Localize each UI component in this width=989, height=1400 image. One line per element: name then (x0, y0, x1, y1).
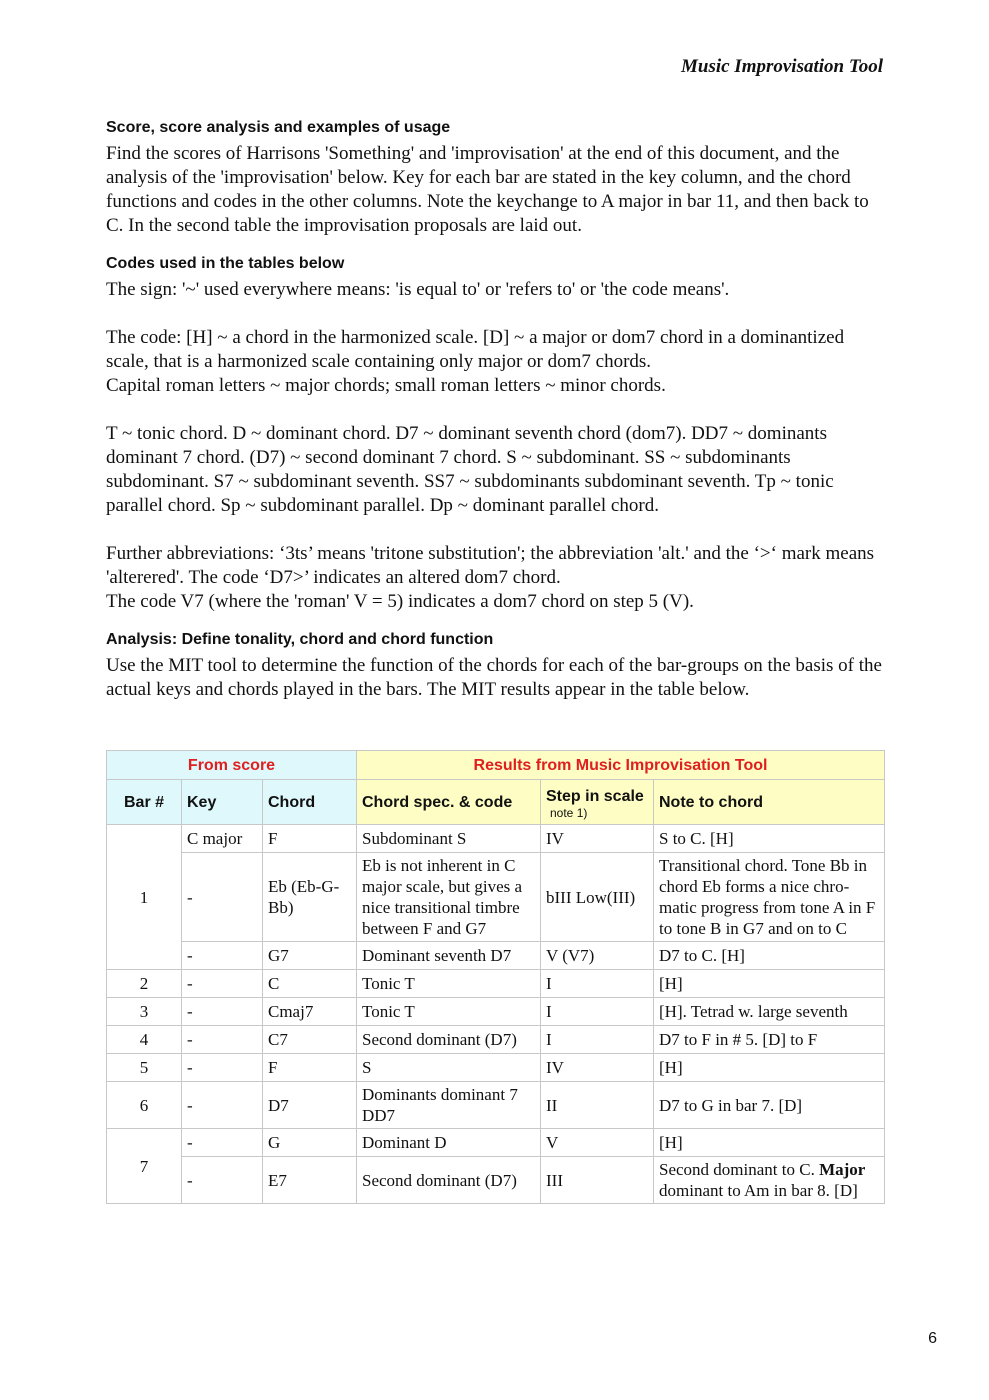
cell-spec: S (357, 1054, 541, 1082)
col-spec: Chord spec. & code (357, 780, 541, 825)
table-row (107, 1082, 885, 1129)
cell-step: I (541, 998, 654, 1026)
cell-bar: 6 (107, 1082, 182, 1129)
cell-key: C major (182, 825, 263, 853)
cell-key: - (182, 1054, 263, 1082)
codes-paragraph-functions: T ~ tonic chord. D ~ dominant chord. D7 ~ dominant seventh chord (dom7). DD7 ~ dominants dominant 7 chord. (D7) ~ second dominant 7 chord. S ~ subdominant. SS ~ subdominants subdominant. S7 ~ subdominant seventh. SS7 ~ subdominants subdominant seventh. Tp ~ tonic parallel chord. Sp ~ subdominant parallel. Dp ~ dominant parallel chord. (106, 423, 834, 516)
cell-chord: Eb (Eb-G-Bb) (263, 853, 357, 942)
cell-chord: G7 (263, 942, 357, 970)
group-from-score: From score (107, 751, 357, 780)
cell-key: - (182, 1157, 263, 1204)
table-row (107, 1157, 885, 1204)
cell-key: - (182, 1026, 263, 1054)
cell-chord: C7 (263, 1026, 357, 1054)
table-row (107, 825, 885, 853)
cell-spec: Dominant D (357, 1129, 541, 1157)
col-step (541, 780, 654, 825)
col-step-label: Step in scale (546, 787, 644, 805)
page-number: 6 (928, 1330, 937, 1347)
codes-paragraph-abbrev: Further abbreviations: ‘3ts’ means 'tritone substitution'; the abbreviation 'alt.' and the ‘>‘ mark means 'alterered'. The code ‘D7>’ indicates an altered dom7 chord. (106, 543, 875, 588)
table-row (107, 1026, 885, 1054)
note-text-a: Second dominant to C. (659, 1160, 820, 1179)
cell-step: V (V7) (541, 942, 654, 970)
section-heading-score: Score, score analysis and examples of usage (106, 119, 451, 136)
table-group-header (107, 751, 885, 780)
cell-chord: D7 (263, 1082, 357, 1129)
cell-bar: 2 (107, 970, 182, 998)
group-results: Results from Music Improvisation Tool (357, 751, 885, 780)
cell-note: Transitional chord. Tone Bb in chord Eb forms a nice chromatic progress from tone A in F to tone B in G7 and on to C (654, 853, 885, 942)
codes-paragraph-roman: Capital roman letters ~ major chords; small roman letters ~ minor chords. (106, 375, 666, 396)
cell-step: IV (541, 1054, 654, 1082)
cell-note (654, 1157, 885, 1204)
cell-note: D7 to G in bar 7. [D] (654, 1082, 885, 1129)
cell-spec: Dominant seventh D7 (357, 942, 541, 970)
cell-step: I (541, 970, 654, 998)
section-heading-codes: Codes used in the tables below (106, 255, 345, 272)
cell-key: - (182, 998, 263, 1026)
cell-spec: Second dominant (D7) (357, 1157, 541, 1204)
document-body (106, 119, 886, 1204)
codes-paragraph-h-d: The code: [H] ~ a chord in the harmonized scale. [D] ~ a major or dom7 chord in a dominantized scale, that is a harmonized scale containing only major or dom7 chords. (106, 327, 845, 372)
cell-key: - (182, 1082, 263, 1129)
cell-key: - (182, 1129, 263, 1157)
cell-key: - (182, 853, 263, 942)
cell-step: V (541, 1129, 654, 1157)
cell-step: bIII Low(III) (541, 853, 654, 942)
cell-chord: E7 (263, 1157, 357, 1204)
cell-chord: Cmaj7 (263, 998, 357, 1026)
codes-paragraph-v7: The code V7 (where the 'roman' V = 5) indicates a dom7 chord on step 5 (V). (106, 591, 694, 612)
table-row (107, 998, 885, 1026)
cell-chord: G (263, 1129, 357, 1157)
note-text-bold: Major (819, 1160, 866, 1179)
table-row (107, 853, 885, 942)
col-step-note: note 1) (550, 805, 588, 820)
page-header: Music Improvisation Tool (680, 56, 883, 77)
cell-step: II (541, 1082, 654, 1129)
analysis-paragraph: Use the MIT tool to determine the function of the chords for each of the bar-groups on the basis of the actual keys and chords played in the bars. The MIT results appear in the table below. (106, 655, 882, 700)
cell-bar: 7 (107, 1129, 182, 1204)
cell-chord: C (263, 970, 357, 998)
cell-note: D7 to C. [H] (654, 942, 885, 970)
cell-chord: F (263, 1054, 357, 1082)
cell-bar: 1 (107, 825, 182, 970)
cell-spec: Second dominant (D7) (357, 1026, 541, 1054)
cell-note: [H] (654, 1129, 885, 1157)
table-row (107, 970, 885, 998)
cell-spec: Dominants dominant 7 DD7 (357, 1082, 541, 1129)
cell-spec: Tonic T (357, 970, 541, 998)
col-key: Key (182, 780, 263, 825)
cell-bar: 5 (107, 1054, 182, 1082)
col-bar: Bar # (107, 780, 182, 825)
cell-key: - (182, 970, 263, 998)
cell-step: I (541, 1026, 654, 1054)
cell-chord: F (263, 825, 357, 853)
col-note: Note to chord (654, 780, 885, 825)
cell-step: IV (541, 825, 654, 853)
cell-note: S to C. [H] (654, 825, 885, 853)
analysis-table (106, 750, 885, 1204)
score-paragraph: Find the scores of Harrisons 'Something' and 'improvisation' at the end of this document, and the analysis of the 'improvisation' below. Key for each bar are stated in the key column, and the chord functions and codes in the other columns. Note the keychange to A major in bar 11, and then back to C. In the second table the improvisation proposals are laid out. (106, 143, 869, 236)
cell-key: - (182, 942, 263, 970)
table-column-header (107, 780, 885, 825)
table-row (107, 1054, 885, 1082)
cell-bar: 4 (107, 1026, 182, 1054)
table-row (107, 1129, 885, 1157)
cell-note: [H] (654, 970, 885, 998)
cell-step: III (541, 1157, 654, 1204)
cell-spec: Subdominant S (357, 825, 541, 853)
codes-paragraph-sign: The sign: '~' used everywhere means: 'is equal to' or 'refers to' or 'the code means'. (106, 279, 730, 300)
note-text-c: dominant to Am in bar 8. [D] (659, 1181, 858, 1200)
cell-bar: 3 (107, 998, 182, 1026)
cell-spec: Eb is not inherent in C major scale, but gives a nice transitional timbre between F and G7 (357, 853, 541, 942)
col-chord: Chord (263, 780, 357, 825)
cell-note: [H] (654, 1054, 885, 1082)
table-row (107, 942, 885, 970)
cell-note: D7 to F in # 5. [D] to F (654, 1026, 885, 1054)
section-heading-analysis: Analysis: Define tonality, chord and chord function (106, 631, 494, 648)
cell-spec: Tonic T (357, 998, 541, 1026)
cell-note: [H]. Tetrad w. large seventh (654, 998, 885, 1026)
